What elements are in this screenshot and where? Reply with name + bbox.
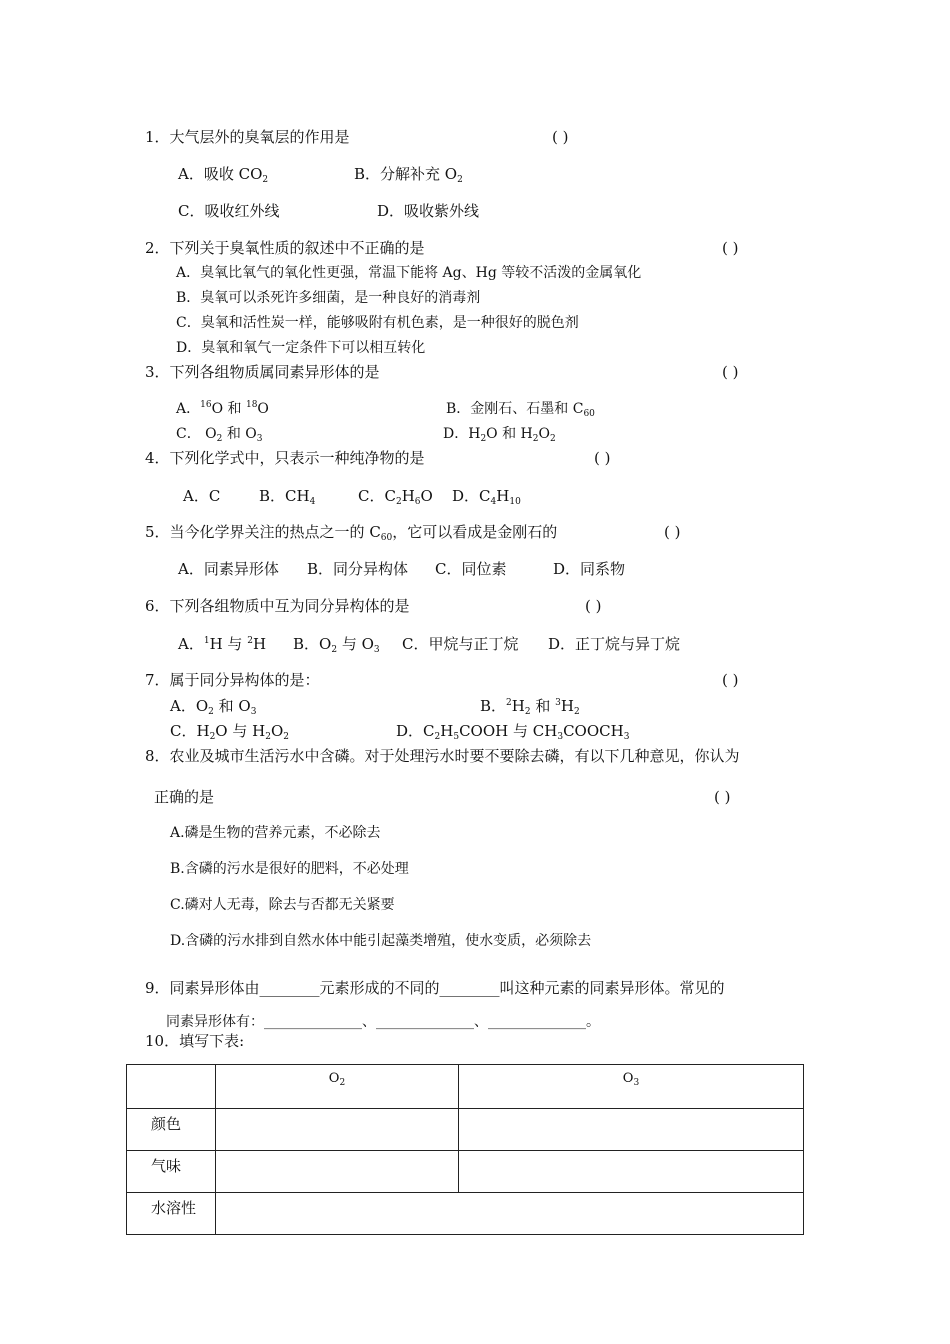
row-label-smell: 气味 — [127, 1151, 216, 1193]
cell-smell-o2[interactable] — [216, 1151, 459, 1193]
q3-option-d: D．$H_2O$ 和 $H_2O_2$ — [443, 426, 556, 444]
q4-option-d: D．$C_4H_{10}$ — [452, 487, 521, 507]
table-row — [127, 1109, 804, 1151]
q3-option-b: B．金刚石、石墨和 $C_{60}$ — [446, 401, 595, 419]
q8-option-b: B.含磷的污水是很好的肥料，不必处理 — [170, 861, 409, 877]
q7-option-b: B．$^2H_2$ 和 $^3H_2$ — [480, 697, 580, 717]
q9-line2[interactable]: 同素异形体有：______________、______________、______________。 — [166, 1014, 600, 1030]
table-header-o2: $O_2$ — [216, 1065, 459, 1109]
q2-stem: 2．下列关于臭氧性质的叙述中不正确的是 — [145, 239, 425, 257]
q3-stem: 3．下列各组物质属同素异形体的是 — [145, 363, 380, 381]
q1-option-d: D．吸收紫外线 — [377, 202, 480, 220]
q6-answer-paren[interactable]: ( ) — [585, 597, 602, 615]
cell-color-o3[interactable] — [459, 1109, 804, 1151]
q8-stem-line2: 正确的是 — [154, 788, 215, 806]
q7-option-a: A．$O_2$ 和 $O_3$ — [170, 697, 257, 717]
q2-option-d: D．臭氧和氧气一定条件下可以相互转化 — [176, 340, 426, 356]
q5-option-a: A．同素异形体 — [178, 560, 279, 578]
row-label-solubility: 水溶性 — [127, 1193, 216, 1235]
row-label-color: 颜色 — [127, 1109, 216, 1151]
q6-stem: 6．下列各组物质中互为同分异构体的是 — [145, 597, 410, 615]
q7-option-d: D．$C_2H_5COOH$ 与 $CH_3COOCH_3$ — [396, 722, 630, 742]
q7-stem: 7．属于同分异构体的是： — [145, 671, 320, 689]
cell-smell-o3[interactable] — [459, 1151, 804, 1193]
q2-option-a: A．臭氧比氧气的氧化性更强，常温下能将 Ag、Hg 等较不活泼的金属氧化 — [176, 265, 642, 281]
table-header-row — [127, 1065, 804, 1109]
q1-option-a: A．吸收 $CO_2$ — [178, 165, 269, 185]
table-header-o3: $O_3$ — [459, 1065, 804, 1109]
q2-option-c: C．臭氧和活性炭一样，能够吸附有机色素，是一种很好的脱色剂 — [176, 315, 579, 331]
q8-answer-paren[interactable]: ( ) — [714, 788, 731, 806]
q4-answer-paren[interactable]: ( ) — [594, 449, 611, 467]
q8-stem-line1: 8．农业及城市生活污水中含磷。对于处理污水时要不要除去磷，有以下几种意见，你认为 — [145, 747, 740, 765]
q3-option-c: C． $O_2$ 和 $O_3$ — [176, 426, 263, 444]
q10-stem: 10．填写下表: — [145, 1032, 245, 1050]
q7-answer-paren[interactable]: ( ) — [722, 671, 739, 689]
cell-color-o2[interactable] — [216, 1109, 459, 1151]
q5-stem: 5．当今化学界关注的热点之一的 $C_{60}$，它可以看成是金刚石的 — [145, 523, 558, 543]
q4-option-a: A．C — [183, 487, 221, 505]
q1-answer-paren[interactable]: ( ) — [552, 128, 569, 146]
q6-option-b: B．$O_2$ 与 $O_3$ — [293, 635, 380, 655]
table-row — [127, 1151, 804, 1193]
q5-option-b: B．同分异构体 — [307, 560, 409, 578]
q4-stem: 4．下列化学式中，只表示一种纯净物的是 — [145, 449, 425, 467]
q3-option-a: A．$^{16}$O 和 $^{18}$O — [176, 400, 269, 417]
q8-option-c: C.磷对人无毒，除去与否都无关紧要 — [170, 897, 395, 913]
q2-answer-paren[interactable]: ( ) — [722, 239, 739, 257]
answer-table — [126, 1064, 804, 1235]
q7-option-c: C．$H_2O$ 与 $H_2O_2$ — [170, 722, 289, 742]
q6-option-a: A．$^1$H 与 $^2$H — [178, 635, 267, 653]
q5-answer-paren[interactable]: ( ) — [664, 523, 681, 541]
q5-option-c: C．同位素 — [435, 560, 507, 578]
q6-option-c: C．甲烷与正丁烷 — [402, 635, 519, 653]
q8-option-a: A.磷是生物的营养元素，不必除去 — [170, 825, 381, 841]
q3-answer-paren[interactable]: ( ) — [722, 363, 739, 381]
q1-option-c: C．吸收红外线 — [178, 202, 280, 220]
q4-option-b: B．$CH_4$ — [259, 487, 316, 507]
cell-solubility[interactable] — [216, 1193, 804, 1235]
table-corner-cell — [127, 1065, 216, 1109]
q4-option-c: C．$C_2H_6O$ — [358, 487, 433, 507]
q9-line1: 9．同素异形体由________元素形成的不同的________叫这种元素的同素异形体。常见的 — [145, 979, 725, 997]
q6-option-d: D．正丁烷与异丁烷 — [548, 635, 681, 653]
table-row — [127, 1193, 804, 1235]
q5-option-d: D．同系物 — [553, 560, 626, 578]
q2-option-b: B．臭氧可以杀死许多细菌，是一种良好的消毒剂 — [176, 290, 481, 306]
q1-stem: 1．大气层外的臭氧层的作用是 — [145, 128, 350, 146]
q8-option-d: D.含磷的污水排到自然水体中能引起藻类增殖，使水变质，必须除去 — [170, 933, 592, 949]
q1-option-b: B．分解补充 $O_2$ — [354, 165, 463, 185]
